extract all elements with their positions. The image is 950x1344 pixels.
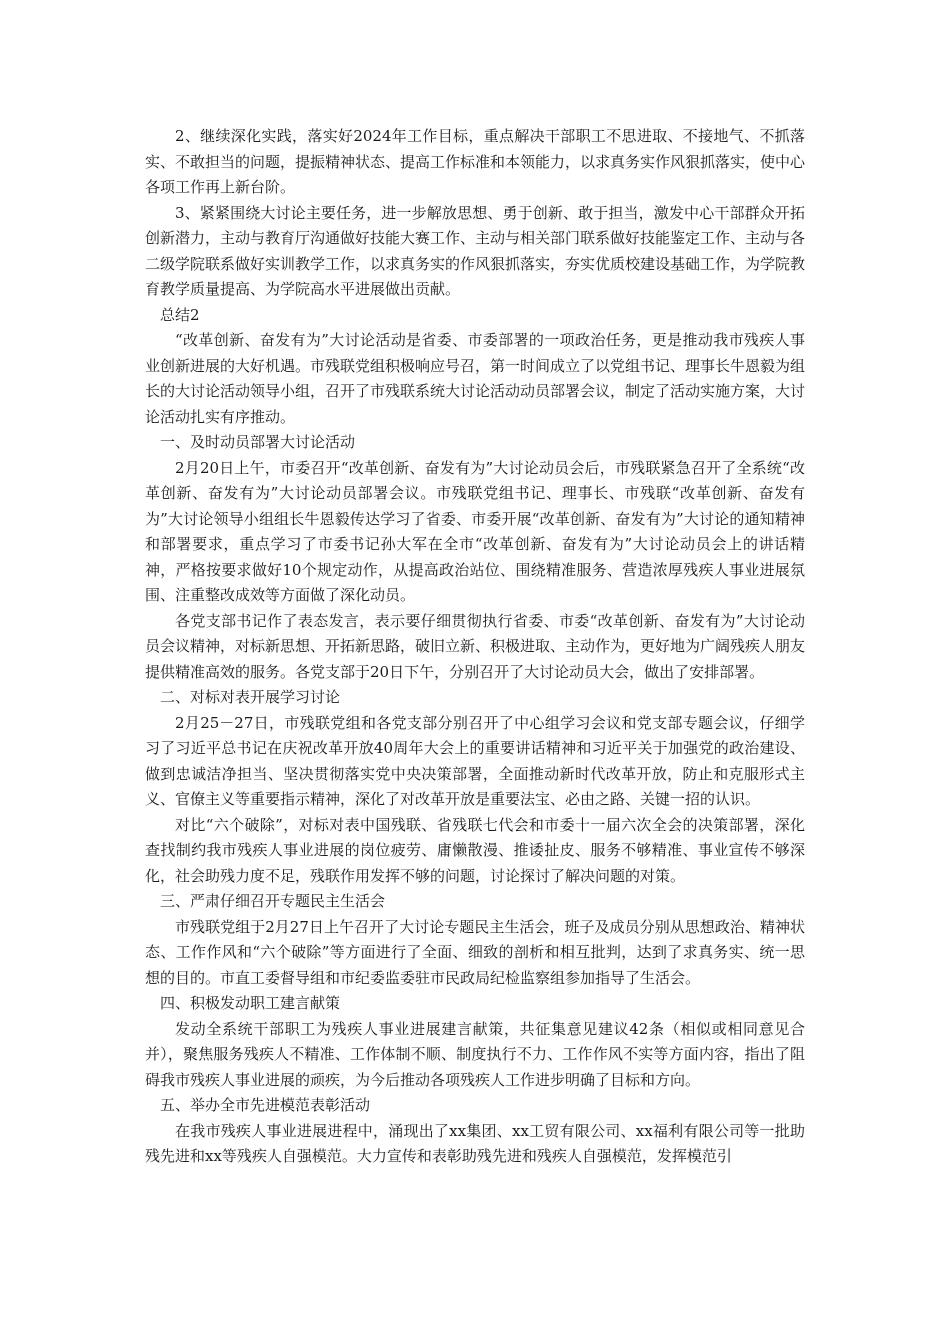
- paragraph-democratic-meeting: 市残联党组于2月27日上午召开了大讨论专题民主生活会，班子及成员分别从思想政治、精神状态、工作作风和“六个破除”等方面进行了全面、细致的剖析和相互批判，达到了求真务实、统一思想的目的。市直工委督导组和市纪委监委驻市民政局纪检监察组参加指导了生活会。: [145, 917, 805, 987]
- paragraph-six-eliminations: 对比“六个破除”，对标对表中国残联、省残联七代会和市委十一届六次全会的决策部署，深化查找制约我市残疾人事业进展的岗位疲劳、庸懒散漫、推诿扯皮、服务不够精准、事业宣传不够深化，社会助残力度不足，残联作用发挥不够的问题，讨论探讨了解决问题的对策。: [145, 815, 805, 885]
- section-heading-3: 三、严肃仔细召开专题民主生活会: [160, 892, 386, 910]
- section-heading-2: 二、对标对表开展学习讨论: [160, 688, 341, 706]
- paragraph-branch-statements: 各党支部书记作了表态发言，表示要仔细贯彻执行省委、市委“改革创新、奋发有为”大讨论动员会议精神，对标新思想、开拓新思路，破旧立新、积极进取、主动作为，更好地为广阔残疾人朋友提供精准高效的服务。各党支部于20日下午，分别召开了大讨论动员大会，做出了安排部署。: [145, 611, 806, 681]
- paragraph-role-models: 在我市残疾人事业进展进程中，涌现出了xx集团、xx工贸有限公司、xx福利有限公司等一批助残先进和xx等残疾人自强模范。大力宣传和表彰助残先进和残疾人自强模范，发挥模范引: [145, 1121, 805, 1165]
- paragraph-study-meetings: 2月25－27日，市残联党组和各党支部分别召开了中心组学习会议和党支部专题会议，仔细学习了习近平总书记在庆祝改革开放40周年大会上的重要讲话精神和习近平关于加强党的政治建设、做到忠诚洁净担当、坚决贯彻落实党中央决策部署，全面推动新时代改革开放，防止和克服形式主义、官僚主义等重要指示精神，深化了对改革开放是重要法宝、必由之路、关键一招的认识。: [145, 713, 805, 808]
- section-heading-5: 五、举办全市先进模范表彰活动: [160, 1096, 371, 1114]
- paragraph-item-3: 3、紧紧围绕大讨论主要任务，进一步解放思想、勇于创新、敢于担当，激发中心干部群众开拓创新潜力，主动与教育厅沟通做好技能大赛工作、主动与相关部门联系做好技能鉴定工作、主动与各二级学院联系做好实训教学工作，以求真务实的作风狠抓落实，夯实优质校建设基础工作，为学院教育教学质量提高、为学院高水平进展做出贡献。: [145, 203, 806, 298]
- section-heading-1: 一、及时动员部署大讨论活动: [160, 433, 356, 451]
- section-title-summary-2: 总结2: [160, 305, 200, 324]
- paragraph-suggestions: 发动全系统干部职工为残疾人事业进展建言献策，共征集意见建议42条（相似或相同意见合并），聚焦服务残疾人不精准、工作体制不顺、制度执行不力、工作作风不实等方面内容，指出了阻碍我市残疾人事业进展的顽疾，为今后推动各项残疾人工作进步明确了目标和方向。: [145, 1019, 805, 1089]
- section-heading-4: 四、积极发动职工建言献策: [160, 994, 341, 1012]
- paragraph-item-2: 2、继续深化实践，落实好2024年工作目标，重点解决干部职工不思进取、不接地气、不抓落实、不敢担当的问题，提振精神状态、提高工作标准和本领能力，以求真务实作风狠抓落实，使中心各项工作再上新台阶。: [145, 127, 806, 196]
- document-page: [145, 124, 805, 1170]
- paragraph-mobilization: 2月20日上午，市委召开“改革创新、奋发有为”大讨论动员会后，市残联紧急召开了全系统“改革创新、奋发有为”大讨论动员部署会议。市残联党组书记、理事长、市残联“改革创新、奋发有为”大讨论领导小组组长牛恩毅传达学习了省委、市委开展“改革创新、奋发有为”大讨论的通知精神和部署要求，重点学习了市委书记孙大军在全市“改革创新、奋发有为”大讨论动员会上的讲话精神，严格按要求做好10个规定动作，从提高政治站位、围绕精准服务、营造浓厚残疾人事业进展氛围、注重整改成效等方面做了深化动员。: [145, 458, 805, 604]
- paragraph-intro: “改革创新、奋发有为”大讨论活动是省委、市委部署的一项政治任务，更是推动我市残疾人事业创新进展的大好机遇。市残联党组积极响应号召，第一时间成立了以党组书记、理事长牛恩毅为组长的大讨论活动领导小组，召开了市残联系统大讨论活动动员部署会议，制定了活动实施方案，大讨论活动扎实有序推动。: [145, 331, 806, 426]
